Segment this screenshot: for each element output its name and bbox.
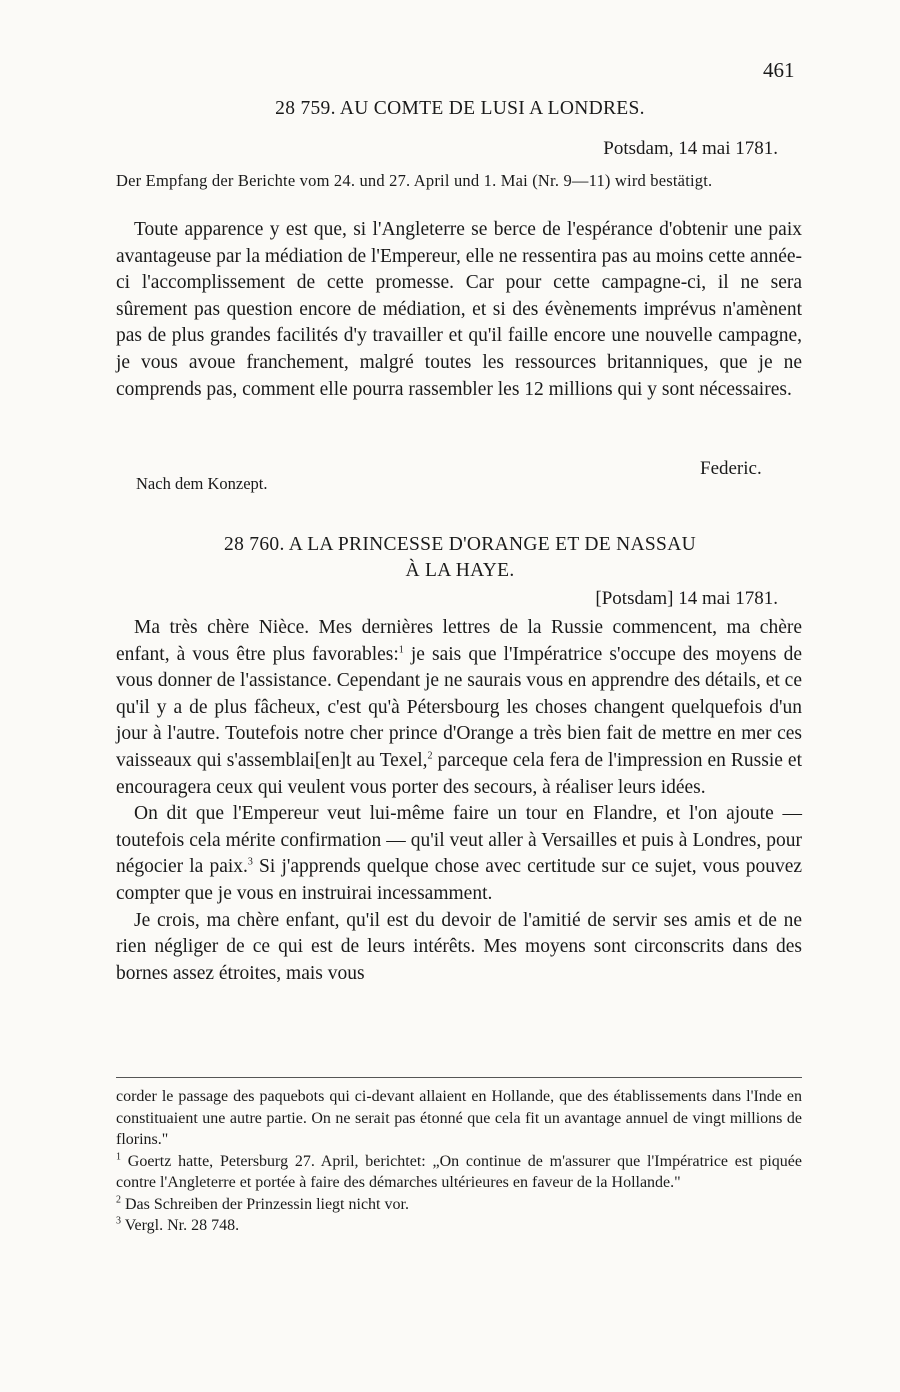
footnote-2	[116, 1194, 802, 1216]
footnote-number: 2	[116, 1194, 121, 1206]
letter-heading-line2: À LA HAYE.	[405, 560, 515, 581]
text-span: On dit que l'Empereur veut lui-même faire un tour en Flandre, et l'on ajoute — toutefois cela mérite confirmation — qu'il veut aller à Versailles et puis à Londres, pour négocier la paix.	[116, 803, 802, 878]
letter-heading-28759: 28 759. AU COMTE DE LUSI A LONDRES.	[275, 98, 645, 119]
body-paragraph: Toute apparence y est que, si l'Angleterre se berce de l'espérance d'obtenir une paix avantageuse par la médiation de l'Empereur, elle ne ressentira pas au moins cette année-ci l'accomplissement de cette promesse. Car pour cette campagne-ci, il ne sera sûrement pas question encore de médiation, et si des évènements imprévus n'amènent pas de plus grandes facilités d'y travailler et qu'il faille encore une nouvelle campagne, je vous avoue franchement, malgré toutes les ressources britanniques, que je ne comprends pas, comment elle pourra rassembler les 12 millions qui y sont nécessaires.	[116, 219, 803, 400]
footnote-number: 1	[116, 1151, 121, 1163]
text-span: je sais que l'Impératrice s'occupe des moyens de vous donner de l'assistance. Cependant je ne saurais vous en apprendre des détails, et ce qu'il y a de plus fâcheux, c'est qu'à Pétersbourg les choses changent quelquefois d'un jour à l'autre. Toutefois notre cher prince d'Orange a très bien fait de mettre en mer ces vaisseaux qui s'assemblai[en]t au Texel,	[116, 643, 802, 771]
letter-heading-28760	[110, 532, 810, 584]
footnote-marker: 2	[427, 750, 433, 762]
footnote-number: 3	[116, 1215, 121, 1227]
footnotes	[116, 1086, 802, 1237]
page-number: 461	[763, 58, 795, 82]
footnote-text: Das Schreiben der Prinzessin liegt nicht vor.	[121, 1195, 409, 1213]
text-span: Ma très chère Nièce. Mes dernières lettres de la Russie commencent, ma chère enfant, à vous être plus favorables:	[116, 617, 802, 665]
letter-place-date-28760: [Potsdam] 14 mai 1781.	[595, 588, 778, 609]
footnote-divider	[116, 1077, 802, 1078]
body-paragraph	[116, 801, 802, 907]
footnote-text: Vergl. Nr. 28 748.	[121, 1217, 240, 1234]
footnote-1	[116, 1151, 802, 1194]
letter-body-28760	[116, 615, 802, 987]
footnote-marker: 1	[398, 644, 404, 656]
editorial-note-28759: Der Empfang der Berichte vom 24. und 27. April und 1. Mai (Nr. 9—11) wird bestätigt.	[116, 171, 713, 190]
text-span: parceque cela fera de l'impression en Russie et encouragera ceux qui veulent vous porter des secours, à réaliser leurs idées.	[116, 749, 802, 798]
source-note: Nach dem Konzept.	[136, 474, 268, 493]
body-paragraph	[116, 615, 802, 801]
text-span: Si j'apprends quelque chose avec certitude sur ce sujet, vous pouvez compter que je vous en instruirai incessamment.	[116, 856, 802, 904]
footnote-continuation: corder le passage des paquebots qui ci-devant allaient en Hollande, que des établissements dans l'Inde en constituaient une autre partie. On ne serait pas étonné que cela fit un avantage annuel de vingt millions de florins."	[116, 1088, 802, 1148]
footnote-3	[116, 1215, 802, 1237]
body-paragraph: Je crois, ma chère enfant, qu'il est du devoir de l'amitié de servir ses amis et de ne rien négliger de ce qui est de leurs intérêts. Mes moyens sont circonscrits dans des bornes assez étroites, mais vous	[116, 909, 802, 984]
footnote-text: Goertz hatte, Petersburg 27. April, berichtet: „On continue de m'assurer que l'Impératrice est piquée contre l'Angleterre et portée à faire des démarches ultérieures en faveur de la Hollande."	[116, 1152, 802, 1191]
footnote-marker: 3	[247, 856, 253, 868]
letter-place-date-28759: Potsdam, 14 mai 1781.	[603, 138, 778, 159]
signature: Federic.	[700, 458, 762, 479]
letter-body-28759	[116, 217, 802, 403]
letter-heading-line1: 28 760. A LA PRINCESSE D'ORANGE ET DE NASSAU	[224, 534, 696, 555]
